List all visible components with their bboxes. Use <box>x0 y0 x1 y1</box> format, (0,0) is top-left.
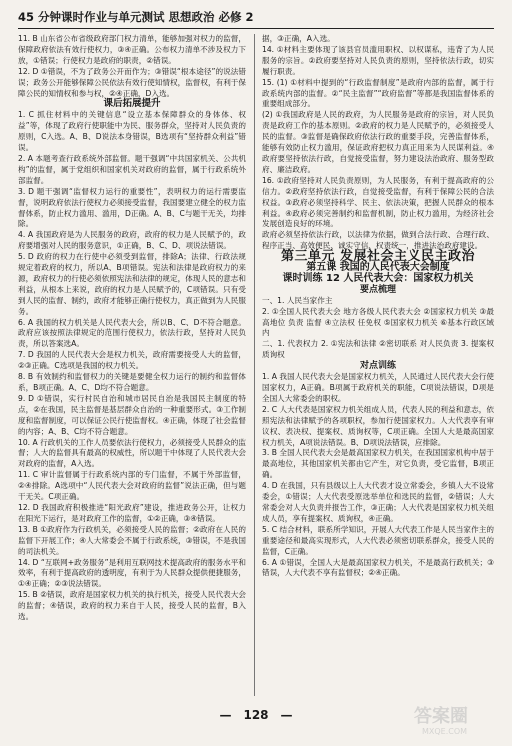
paragraph: 8. B 有效制约和监督权力的关键是要健全权力运行的制约和监督体系，B项正确。A、C、D均不符合题意。 <box>18 372 246 392</box>
paragraph: 12. D ①错误，不为了政务公开而作为；③错误“根本途径”的说法错误；政务公开能够保障公民依法有效行使知情权，监督权，有利于保障公民的知情权和参与权，②④正确，D入选。 <box>18 66 246 98</box>
paragraph: 6. A ①错误，全国人大是最高国家权力机关，不是最高行政机关；③错误，人大代表不享有监督权；②④正确。 <box>262 557 494 578</box>
paragraph: 11. B 山东省公布省级政府部门权力清单，能够加强对权力的监督，保障政府依法有效行使权力，③④正确。公布权力清单不涉及权力下放，①错误；行使权力是政府的职责，②错误。 <box>18 34 246 65</box>
paragraph: 1. C 抓住材料中的关键信息“设立基本保障群众的身体体、权益”等，体现了政府行使职能中为民、服务群众，坚持对人民负责的原则，C入选。A、B、D说法本身错误，B选项有“坚持群众利益”错误。 <box>18 110 246 153</box>
paragraph: 9. D ①错误，实行村民自治和城市居民自治是我国民主制度的特点，②在我国，民主监督是基层群众自治的一种重要形式。③工作制度和监督制度，可以保证公民行使监督权。④正确，体现了社会监督的内容；A、B、C均不符合题意。 <box>18 393 246 436</box>
paragraph: 12. D 我国政府积极推进“阳光政府”建设，推进政务公开，让权力在阳光下运行，是对政府工作的监督，①②正确，③④错误。 <box>18 502 246 523</box>
section-title: 对点训练 <box>359 361 396 372</box>
lesson-title: 课时训练 12 人民代表大会：国家权力机关 <box>282 272 474 284</box>
paragraph: (2) ①我国政府是人民的政府，为人民服务是政府的宗旨，对人民负责是政府工作的基本原则。②政府的权力是人民赋予的，必须接受人民的监督。③监督是确保政府依法行政的重要手段，完善监督体系，能够有效防止权力滥用，保证政府把权力真正用来为人民谋利益。④政府要坚持依法行政，自觉接受监督，努力建设法治政府、服务型政府、廉洁政府。 <box>262 110 494 174</box>
paragraph: 4. D 在我国，只有县级以上人大代表才设立常委会，乡镇人大不设常委会，①错误；人大代表受原选举单位和选民的监督，②错误；人大常委会对人大负责并报告工作，③正确；人大代表是国家权力机关组成人员，享有提案权、质询权，④正确。 <box>262 481 494 523</box>
page-header <box>18 6 494 29</box>
paragraph: 15. (1) ①材料中提到的“行政监督制度”是政府内部的监督，属于行政系统内部的监督。②“民主监督”“政府监督”等都是我国监督体系的重要组成部分。 <box>262 77 494 109</box>
left-column <box>18 34 246 623</box>
paragraph: 3. D 题干强调“监督权力运行的重要性”，表明权力的运行需要监督，说明政府依法行使权力必须接受监督，我国要建立健全的权力监督体系，防止权力滥用、滥用，D正确。A、B、C与题干无关，均排除。 <box>18 186 246 229</box>
paragraph: 11. C 审计监督属于行政系统内部的专门监督，不属于外部监督，②④排除。A选项中“人民代表大会对政府的监督”说法正确，但与题干无关。C项正确。 <box>18 470 246 502</box>
page-number: 128 <box>243 708 269 722</box>
paragraph: 5. D 政府的权力在行使中必须受到监督，排除A；法律、行政法规规定着政府的权力，所以A、B项错误。宪法和法律是政府权力的来源，政府权力的行使必须依照宪法和法律的规定，体现人民的意志和利益，从根本上来说，政府的权力是人民赋予的，C项错误。只有受到人民的监督、制约，政府才能够正确行使权力，真正做到为人民服务。 <box>18 252 246 316</box>
paragraph: 2. C 人大代表是国家权力机关组成人员，代表人民的利益和意志，依照宪法和法律赋予的各项职权，参加行使国家权力。人大代表享有审议权、表决权、提案权、质询权等，C项正确。全国人大是最高国家权力机关，A项说法错误。B、D项说法错误，应排除。 <box>262 404 494 447</box>
paragraph: 5. C 结合材料，联系所学知识，开展人大代表工作是人民当家作主的重要途径和最高实现形式，人大代表必须密切联系群众，接受人民的监督，C正确。 <box>262 524 494 556</box>
column-divider <box>254 34 255 696</box>
paragraph: 14. D “互联网+政务服务”是利用互联网技术提高政府的服务水平和效率，有利于提高政府的透明度，有利于为人民群众提供便捷服务，①④正确；②③说法错误。 <box>18 557 246 589</box>
paragraph: 16. ①政府坚持对人民负责原则，为人民服务，有利于提高政府的公信力。②政府坚持依法行政，自觉接受监督，有利于保障公民的合法权益。③政府必须坚持科学、民主、依法决策，把握人民群众的根本利益。④政府必须完善制约和监督机制，防止权力滥用，为经济社会发展创造良好的环境。 <box>262 175 494 229</box>
paragraph: 2. A 本题考查行政系统外部监督。题干强调“中共国家机关、公共机构”的监督，属于党组织和国家机关对政府的监督，属于行政系统外部监督。 <box>18 153 246 185</box>
paragraph: 3. B 全国人民代表大会是最高国家权力机关，在我国国家机构中居于最高地位，其他国家机关都由它产生，对它负责，受它监督，B项正确。 <box>262 448 494 480</box>
page-footer: — 128 — <box>219 708 293 722</box>
paragraph: 7. D 我国的人民代表大会是权力机关，政府需要接受人大的监督，②③正确。C选项是我国的权力机关。 <box>18 350 246 371</box>
watermark-logo <box>410 700 502 738</box>
header-title: 45 分钟课时作业与单元测试 思想政治 必修 2 <box>18 10 254 24</box>
paragraph: 政府必须坚持依法行政，以法律为依据，做到合法行政、合理行政、程序正当、高效便民、诚实守信、权责统一，推进法治政府建设。 <box>262 230 494 251</box>
paragraph: 据，③正确，A入选。 <box>262 34 335 43</box>
paragraph: 1. A 我国人民代表大会是国家权力机关，人民通过人民代表大会行使国家权力，A正确。B项属于政府机关的职能，C项说法错误，D项是全国人大常委会的职权。 <box>262 372 494 403</box>
paragraph: 6. A 我国的权力机关是人民代表大会，所以B、C、D不符合题意。政府应该按照法律规定的范围行使权力，依法行政，坚持对人民负责，所以答案选A。 <box>18 317 246 349</box>
svg-text:答案圈: 答案圈 <box>414 706 468 727</box>
paragraph: 10. A 行政机关的工作人员要依法行使权力，必须接受人民群众的监督；人大的监督具有最高的权威性，所以题干中体现了人民代表大会对政府的监督，A入选。 <box>18 437 246 469</box>
paragraph: 2. ①全国人民代表大会 地方各级人民代表大会 ②国家权力机关 ③最高地位 负责 监督 ④立法权 任免权 ⑤国家权力机关 ⑥基本行政区域内 <box>262 306 494 338</box>
paragraph: 一、1. 人民当家作主 <box>262 295 333 305</box>
paragraph: 14. ①材料主要体现了该县官员滥用职权、以权谋私，违背了为人民服务的宗旨。②政府要坚持对人民负责的原则，坚持依法行政，切实履行职责。 <box>262 44 494 76</box>
paragraph: 二、1. 代表权力 2. ①宪法和法律 ②密切联系 对人民负责 3. 提案权 质询权 <box>262 339 494 360</box>
right-column <box>262 34 494 579</box>
section-heading: 课后拓展提升 <box>103 98 161 110</box>
section-title: 要点梳理 <box>359 284 396 295</box>
lesson-title: 第五课 我国的人民代表大会制度 <box>306 262 450 274</box>
unit-title: 第三单元 发展社会主义民主政治 <box>280 249 476 265</box>
paragraph: 13. B ①政府作为行政机关，必须接受人民的监督；②政府在人民的监督下开展工作；④人大常委会不属于行政系统，③错误，不是我国的司法机关。 <box>18 524 246 556</box>
paragraph: 4. A 我国政府是为人民服务的政府，政府的权力是人民赋予的，政府要增强对人民的服务意识，①正确，B、C、D、项说法错误。 <box>18 230 246 251</box>
paragraph: 15. B ②错误，政府是国家权力机关的执行机关，接受人民代表大会的监督；④错误，政府的权力来自于人民，接受人民的监督，B入选。 <box>18 590 246 622</box>
svg-text:MXQE.COM: MXQE.COM <box>422 727 468 736</box>
